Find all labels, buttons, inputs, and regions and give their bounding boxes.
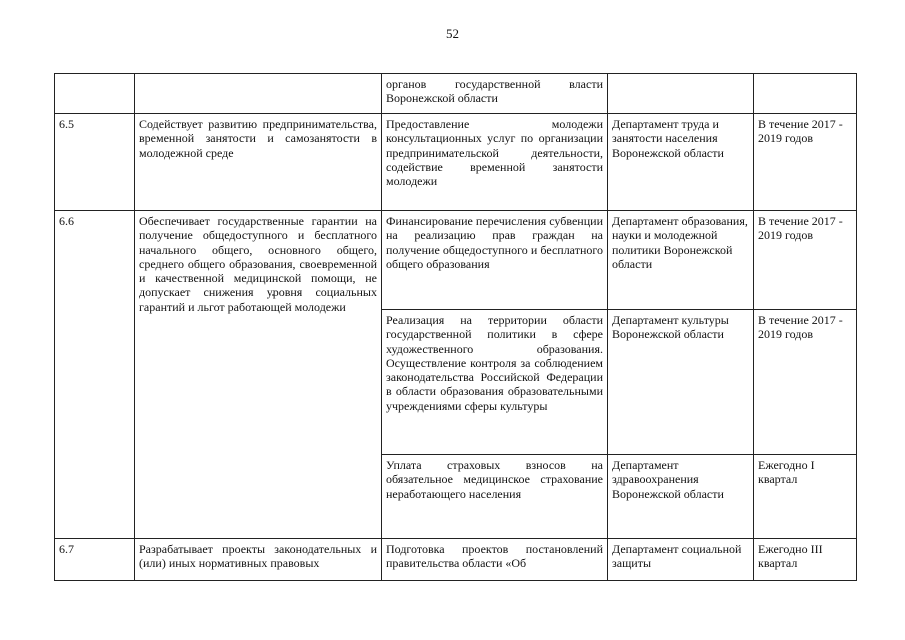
responsible-department: Департамент культуры Воронежской области bbox=[608, 310, 754, 455]
responsible-department: Департамент социальной защиты bbox=[608, 539, 754, 581]
execution-period: В течение 2017 - 2019 годов bbox=[754, 211, 857, 310]
activity-description: Содействует развитию предпринимательства, временной занятости и самозанятости в молодежной среде bbox=[135, 114, 382, 211]
page-number: 52 bbox=[446, 26, 459, 41]
measure-text: органов государственной власти Воронежской области bbox=[382, 74, 608, 114]
activity-description: Обеспечивает государственные гарантии на получение общедоступного и бесплатного начального общего, основного общего, среднего общего образования, своевременной и качественной медицинской помощи, не допускает снижения уровня социальных гарантий и льгот работающей молодежи bbox=[135, 211, 382, 539]
responsible-department: Департамент здравоохранения Воронежской области bbox=[608, 455, 754, 539]
measure-text: Подготовка проектов постановлений правительства области «Об bbox=[382, 539, 608, 581]
execution-period: Ежегодно III квартал bbox=[754, 539, 857, 581]
table-row bbox=[55, 114, 857, 211]
row-number: 6.5 bbox=[55, 114, 135, 211]
responsible-department bbox=[608, 74, 754, 114]
row-number: 6.6 bbox=[55, 211, 135, 539]
table-row bbox=[55, 539, 857, 581]
activity-description bbox=[135, 74, 382, 114]
measure-text: Финансирование перечисления субвенции на реализацию прав граждан на получение общедоступного и бесплатного общего образования bbox=[382, 211, 608, 310]
row-number: 6.7 bbox=[55, 539, 135, 581]
measure-text: Предоставление молодежи консультационных услуг по организации предпринимательской деятельности, содействие временной занятости молодежи bbox=[382, 114, 608, 211]
responsible-department: Департамент образования, науки и молодежной политики Воронежской области bbox=[608, 211, 754, 310]
execution-period: В течение 2017 - 2019 годов bbox=[754, 310, 857, 455]
plan-table bbox=[54, 73, 857, 581]
table-row bbox=[55, 74, 857, 114]
execution-period: Ежегодно I квартал bbox=[754, 455, 857, 539]
execution-period: В течение 2017 - 2019 годов bbox=[754, 114, 857, 211]
responsible-department: Департамент труда и занятости населения Воронежской области bbox=[608, 114, 754, 211]
measure-text: Уплата страховых взносов на обязательное медицинское страхование неработающего населения bbox=[382, 455, 608, 539]
table-row bbox=[55, 211, 857, 310]
row-number bbox=[55, 74, 135, 114]
activity-description: Разрабатывает проекты законодательных и (или) иных нормативных правовых bbox=[135, 539, 382, 581]
execution-period bbox=[754, 74, 857, 114]
measure-text: Реализация на территории области государственной политики в сфере художественного образования. Осуществление контроля за соблюдением законодательства Российской Федерации в области образования образовательными учреждениями сферы культуры bbox=[382, 310, 608, 455]
